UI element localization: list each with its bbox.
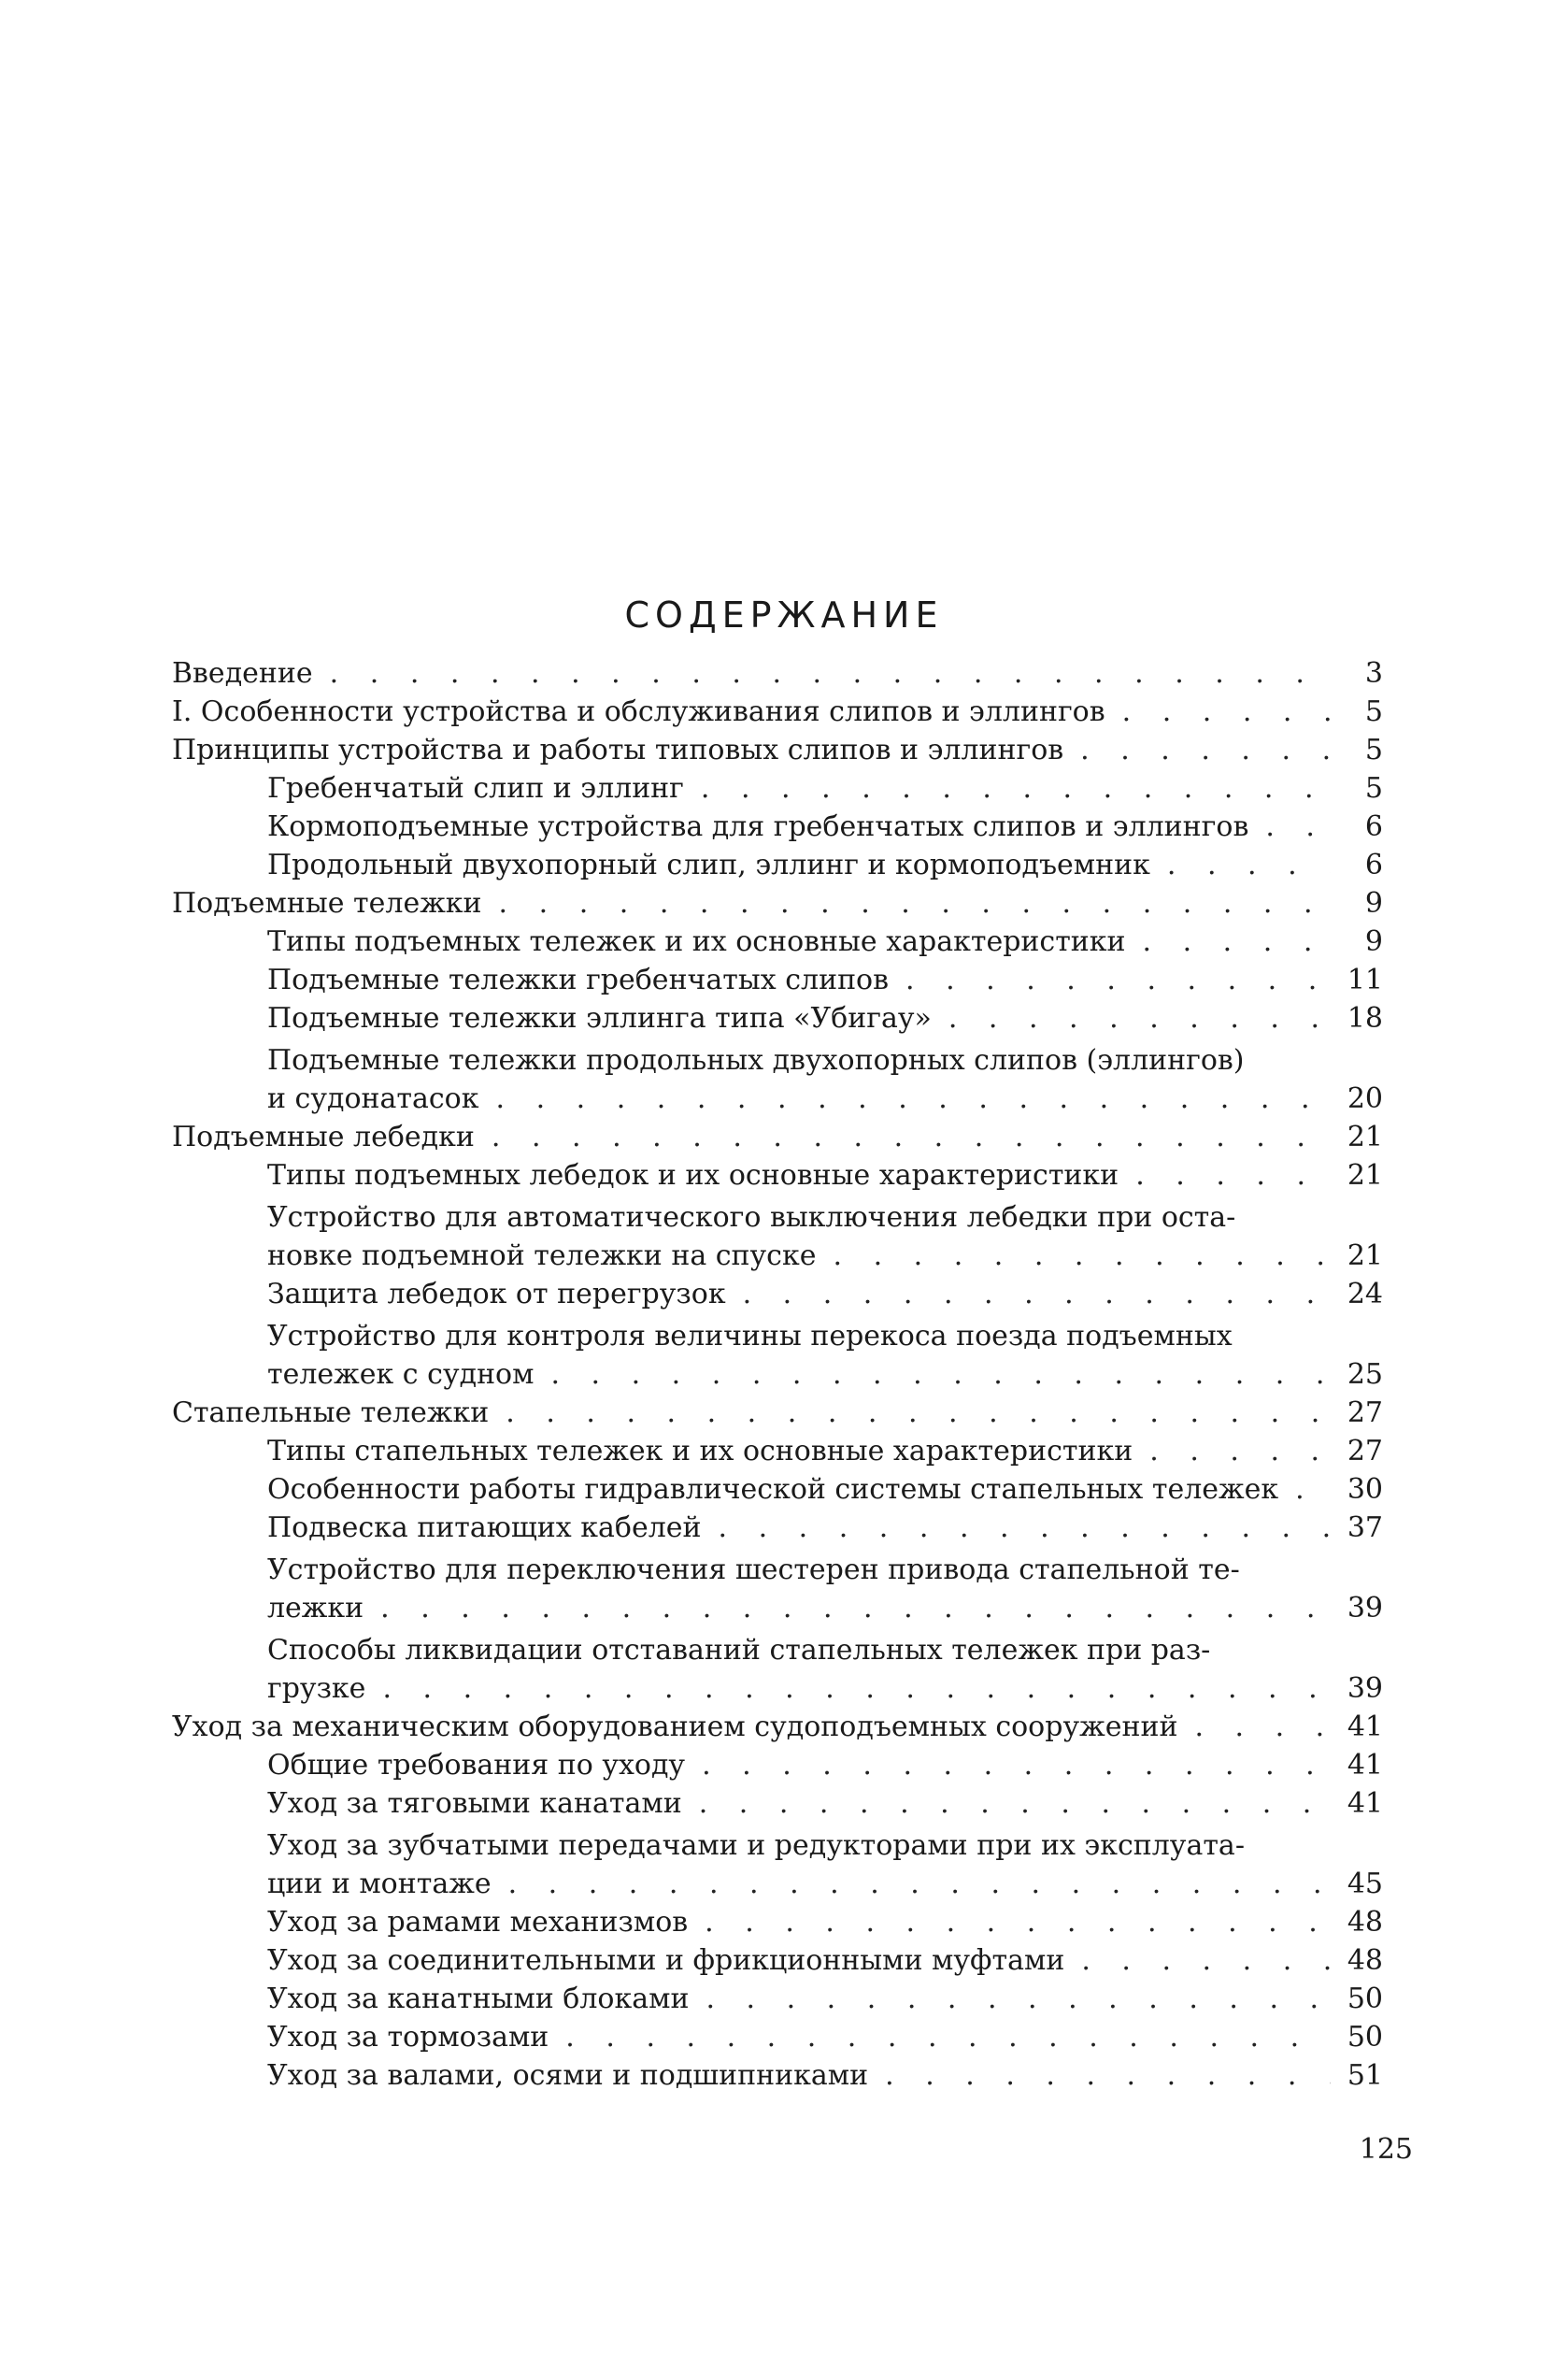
toc-entry-title: Кормоподъемные устройства для гребенчатых слипов и эллингов <box>267 810 1249 843</box>
toc-entry-page: 45 <box>1347 1868 1383 1900</box>
dot-leader <box>499 884 1331 923</box>
dot-leader <box>1143 923 1331 961</box>
toc-entry-page: 41 <box>1347 1787 1383 1820</box>
dot-leader <box>702 1746 1331 1784</box>
toc-entry-page: 11 <box>1347 964 1383 996</box>
toc-entry-title: Устройство для контроля величины перекоса поезда подъемных <box>267 1320 1233 1353</box>
page-number: 125 <box>1359 2133 1413 2166</box>
toc-entry-title: Уход за механическим оборудованием судоподъемных сооружений <box>172 1711 1178 1743</box>
toc-entry <box>168 1317 1383 1394</box>
toc-entry-page: 9 <box>1364 887 1383 920</box>
toc-entry <box>168 731 1383 769</box>
toc-entry-title-continuation: и судонатасок <box>267 1082 479 1115</box>
dot-leader <box>1167 846 1331 884</box>
toc-entry-page: 21 <box>1347 1121 1383 1153</box>
dot-leader <box>948 999 1331 1038</box>
toc-entry-page: 25 <box>1347 1358 1383 1391</box>
toc-entry-title-continuation: тележек с судном <box>267 1358 535 1391</box>
toc-entry <box>168 1551 1383 1627</box>
toc-entry <box>168 654 1383 693</box>
toc-entry-page: 51 <box>1347 2059 1383 2092</box>
toc-entry-title: Защита лебедок от перегрузок <box>267 1278 726 1310</box>
toc-entry <box>168 1275 1383 1313</box>
toc-entry <box>168 1941 1383 1980</box>
toc-entry-title: Подъемные тележки эллинга типа «Убигау» <box>267 1002 932 1035</box>
dot-leader <box>885 2056 1331 2095</box>
dot-leader <box>496 1080 1332 1118</box>
toc-entry <box>168 1470 1383 1509</box>
toc-entry-page: 6 <box>1364 810 1383 843</box>
dot-leader <box>508 1865 1331 1903</box>
dot-leader <box>1122 693 1331 731</box>
dot-leader <box>743 1275 1331 1313</box>
toc-entry <box>168 1826 1383 1903</box>
toc-entry-title: Подъемные лебедки <box>172 1121 475 1153</box>
toc-entry <box>168 769 1383 808</box>
dot-leader <box>1149 1432 1331 1470</box>
dot-leader <box>1081 1941 1331 1980</box>
toc-entry <box>168 1784 1383 1823</box>
toc-entry-page: 21 <box>1347 1239 1383 1272</box>
dot-leader <box>719 1509 1331 1547</box>
toc-entry-page: 41 <box>1347 1749 1383 1782</box>
toc-entry-title: Уход за рамами механизмов <box>267 1906 689 1939</box>
dot-leader <box>506 1394 1331 1432</box>
toc-entry-title: Типы подъемных тележек и их основные характеристики <box>267 925 1126 958</box>
dot-leader <box>834 1237 1332 1275</box>
toc-entry-title: Уход за канатными блоками <box>267 1983 690 2015</box>
toc-entry-page: 5 <box>1364 734 1383 766</box>
toc-entry <box>168 2056 1383 2095</box>
toc-entry <box>168 1118 1383 1156</box>
toc-entry <box>168 999 1383 1038</box>
toc-entry-title: Особенности работы гидравлической системы стапельных тележек <box>267 1473 1279 1506</box>
toc-entry-title: Подвеска питающих кабелей <box>267 1511 702 1544</box>
toc-entry-title: Способы ликвидации отставаний стапельных тележек при раз- <box>267 1634 1211 1667</box>
toc-entry <box>168 961 1383 999</box>
dot-leader <box>1080 731 1331 769</box>
toc-entry-title: Уход за зубчатыми передачами и редукторами при их эксплуата- <box>267 1829 1245 1862</box>
toc-entry <box>168 1156 1383 1195</box>
toc-entry-page: 18 <box>1347 1002 1383 1035</box>
toc-entry <box>168 1432 1383 1470</box>
toc-entry <box>168 884 1383 923</box>
toc-entry-title: Устройство для переключения шестерен привода стапельной те- <box>267 1553 1240 1586</box>
toc-entry <box>168 693 1383 731</box>
toc-entry-title: Продольный двухопорный слип, эллинг и кормоподъемник <box>267 849 1150 881</box>
toc-entry-title: Уход за тяговыми канатами <box>267 1787 682 1820</box>
toc-entry-title-continuation: ции и монтаже <box>267 1868 492 1900</box>
toc-entry-page: 50 <box>1347 1983 1383 2015</box>
table-of-contents <box>168 654 1383 2095</box>
toc-entry-page: 20 <box>1347 1082 1383 1115</box>
toc-entry-title-continuation: грузке <box>267 1672 366 1705</box>
toc-entry-page: 5 <box>1364 695 1383 728</box>
dot-leader <box>330 654 1331 693</box>
toc-entry <box>168 923 1383 961</box>
dot-leader <box>706 1980 1331 2018</box>
dot-leader <box>1135 1156 1331 1195</box>
toc-entry-page: 3 <box>1364 657 1383 690</box>
toc-entry-title: Устройство для автоматического выключения лебедки при оста- <box>267 1201 1236 1234</box>
toc-entry-title-continuation: новке подъемной тележки на спуске <box>267 1239 817 1272</box>
dot-leader <box>699 1784 1331 1823</box>
toc-entry-title: Стапельные тележки <box>172 1396 490 1429</box>
toc-entry-page: 5 <box>1364 772 1383 805</box>
toc-entry-page: 41 <box>1347 1711 1383 1743</box>
toc-entry-page: 48 <box>1347 1944 1383 1977</box>
dot-leader <box>705 1903 1331 1941</box>
page-title: СОДЕРЖАНИЕ <box>624 594 944 636</box>
dot-leader <box>380 1589 1331 1627</box>
toc-entry-page: 39 <box>1347 1672 1383 1705</box>
dot-leader <box>905 961 1331 999</box>
toc-entry-page: 27 <box>1347 1396 1383 1429</box>
dot-leader <box>382 1669 1331 1708</box>
toc-entry-title: Уход за валами, осями и подшипниками <box>267 2059 869 2092</box>
toc-entry-page: 24 <box>1347 1278 1383 1310</box>
toc-entry <box>168 1631 1383 1708</box>
toc-entry-page: 6 <box>1364 849 1383 881</box>
toc-entry <box>168 1708 1383 1746</box>
toc-entry-page: 48 <box>1347 1906 1383 1939</box>
toc-entry <box>168 1509 1383 1547</box>
dot-leader <box>565 2018 1331 2056</box>
dot-leader <box>701 769 1331 808</box>
toc-entry-title: Введение <box>172 657 313 690</box>
toc-entry-page: 50 <box>1347 2021 1383 2054</box>
toc-entry-page: 39 <box>1347 1592 1383 1625</box>
toc-entry <box>168 1041 1383 1118</box>
toc-entry <box>168 2018 1383 2056</box>
toc-entry-title: Подъемные тележки гребенчатых слипов <box>267 964 890 996</box>
toc-entry <box>168 1980 1383 2018</box>
toc-entry-page: 9 <box>1364 925 1383 958</box>
dot-leader <box>550 1355 1331 1394</box>
dot-leader <box>1295 1470 1331 1509</box>
dot-leader <box>1265 808 1331 846</box>
toc-entry-title: Уход за соединительными и фрикционными муфтами <box>267 1944 1065 1977</box>
toc-entry <box>168 1198 1383 1275</box>
toc-entry-title: Типы стапельных тележек и их основные характеристики <box>267 1435 1133 1467</box>
toc-entry-title: Подъемные тележки продольных двухопорных слипов (эллингов) <box>267 1044 1245 1077</box>
toc-entry-title: Гребенчатый слип и эллинг <box>267 772 684 805</box>
toc-entry-title: I. Особенности устройства и обслуживания слипов и эллингов <box>172 695 1105 728</box>
toc-entry <box>168 808 1383 846</box>
toc-entry-page: 27 <box>1347 1435 1383 1467</box>
toc-entry-page: 37 <box>1347 1511 1383 1544</box>
toc-entry <box>168 1903 1383 1941</box>
toc-entry-title: Подъемные тележки <box>172 887 482 920</box>
toc-entry-page: 30 <box>1347 1473 1383 1506</box>
toc-entry-title: Принципы устройства и работы типовых слипов и эллингов <box>172 734 1064 766</box>
toc-entry-title: Уход за тормозами <box>267 2021 549 2054</box>
toc-entry <box>168 1746 1383 1784</box>
dot-leader <box>492 1118 1331 1156</box>
toc-entry <box>168 846 1383 884</box>
toc-entry-title: Типы подъемных лебедок и их основные характеристики <box>267 1159 1119 1192</box>
dot-leader <box>1194 1708 1331 1746</box>
toc-entry-title: Общие требования по уходу <box>267 1749 686 1782</box>
toc-entry-title-continuation: лежки <box>267 1592 364 1625</box>
toc-entry <box>168 1394 1383 1432</box>
toc-entry-page: 21 <box>1347 1159 1383 1192</box>
